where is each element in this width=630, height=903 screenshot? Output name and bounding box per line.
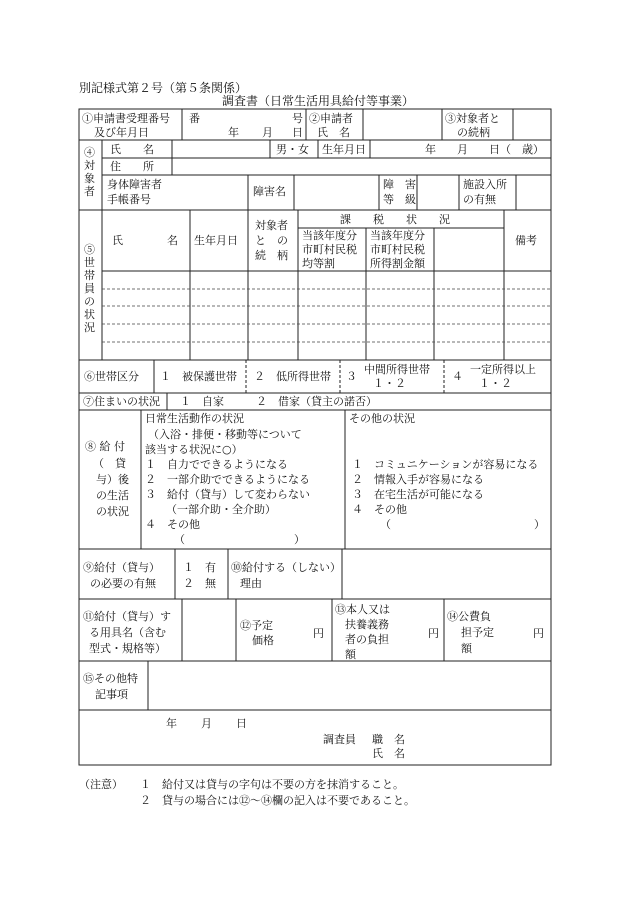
public-yen: 円 <box>533 627 544 640</box>
handbook-label-1: 身体障害者 <box>107 178 162 191</box>
tax-b-3: 所得割金額 <box>370 257 425 270</box>
item-label-1: ⑪給付（貸与）す <box>83 610 171 623</box>
public-label-1: ⑭公費負 <box>447 610 491 623</box>
category-opt-4-num: ４ <box>452 370 463 383</box>
daily-opt-3: ３ 給付（貸与）して変わらない <box>145 488 310 501</box>
other-opt-2: ２ 情報入手が容易になる <box>352 473 484 486</box>
daily-paren-open: （ <box>174 533 185 546</box>
other-opt-3: ３ 在宅生活が可能になる <box>352 488 484 501</box>
burden-label-2: 扶養義務 <box>345 618 389 631</box>
receipt-year: 年 <box>228 126 239 139</box>
birth-year: 年 <box>425 143 436 156</box>
subject-birth-label: 生年月日 <box>322 143 366 156</box>
grade-label-2: 等 級 <box>383 193 416 206</box>
decide-label-1: ⑩給付する（しない） <box>231 561 341 574</box>
applicant-label-2: 氏 名 <box>317 126 350 139</box>
footnote-2: ２ 貸与の場合には⑫～⑭欄の記入は不要であること。 <box>140 794 415 807</box>
price-label-2: 価格 <box>252 634 274 647</box>
notes-label-1: ⑮その他特 <box>83 672 138 685</box>
other-opt-4: ４ その他 <box>352 503 407 516</box>
housing-opt-1: １ 自家 <box>180 395 224 408</box>
tax-b-1: 当該年度分 <box>370 229 425 242</box>
receipt-month: 月 <box>262 126 273 139</box>
sig-month: 月 <box>201 717 212 730</box>
subject-side-label: ④対象者 <box>84 146 95 198</box>
necessity-label-1: ⑨給付（貸与） <box>83 561 160 574</box>
necessity-label-2: の必要の有無 <box>90 577 156 590</box>
burden-label-1: ⑬本人又は <box>335 603 390 616</box>
category-label: ⑥世帯区分 <box>84 370 139 383</box>
tax-status-label: 課 税 状 況 <box>340 213 450 226</box>
necessity-opt-2: ２ 無 <box>183 577 216 590</box>
benefit-label-5: の状況 <box>96 505 129 518</box>
handbook-label-2: 手帳番号 <box>107 193 151 206</box>
daily-paren-close: ） <box>294 533 305 546</box>
benefit-label-1: ⑧ 給 付 <box>85 440 125 453</box>
footnote-1: １ 給付又は貸与の字句は不要の方を抹消すること。 <box>140 778 404 791</box>
relation-head-3: 続 柄 <box>255 249 288 262</box>
relation-head-2: と の <box>255 234 288 247</box>
decide-label-2: 理由 <box>240 577 262 590</box>
go-label: 号 <box>292 112 303 125</box>
footnote-label: （注意） <box>79 778 123 791</box>
daily-opt-4: ４ その他 <box>145 518 200 531</box>
benefit-label-3: 与）後 <box>96 473 129 486</box>
subject-name-label: 氏 名 <box>110 143 154 156</box>
relation-head-1: 対象者 <box>255 219 288 232</box>
relation-label-2: の続柄 <box>457 126 490 139</box>
other-paren-open: （ <box>380 518 391 531</box>
benefit-label-2: （ 貸 <box>93 457 126 470</box>
form-number: 別記様式第２号（第５条関係） <box>79 81 248 95</box>
tax-a-2: 市町村民税 <box>302 243 357 256</box>
public-label-3: 額 <box>461 642 472 655</box>
ban-label: 番 <box>189 112 200 125</box>
applicant-label-1: ②申請者 <box>309 112 353 125</box>
category-opt-3-line1: 中間所得世帯 <box>364 363 430 376</box>
sig-year: 年 <box>166 717 177 730</box>
daily-sub: （入浴・排便・移動等について <box>148 428 302 441</box>
other-paren-close: ） <box>534 518 545 531</box>
daily-opt-2: ２ 一部介助でできるようになる <box>145 473 310 486</box>
item-label-2: る用具名（含む <box>89 626 166 639</box>
tax-a-3: 均等割 <box>302 257 335 270</box>
receipt-label-1: ①申請書受理番号 <box>82 112 170 125</box>
necessity-opt-1: １ 有 <box>183 561 216 574</box>
public-label-2: 担予定 <box>461 626 494 639</box>
category-opt-4-line1: 一定所得以上 <box>470 363 536 376</box>
subject-sex: 男・女 <box>276 143 309 156</box>
receipt-label-2: 及び年月日 <box>94 126 149 139</box>
form-title: 調査書（日常生活用具給付等事業） <box>222 94 415 108</box>
category-opt-3-num: ３ <box>346 370 357 383</box>
burden-yen: 円 <box>428 627 439 640</box>
category-opt-2: ２ 低所得世帯 <box>254 370 331 383</box>
birth-month: 月 <box>457 143 468 156</box>
benefit-label-4: の生活 <box>96 489 129 502</box>
household-name-label: 氏 名 <box>112 234 178 247</box>
housing-opt-2: ２ 借家（貸主の諾否） <box>256 395 377 408</box>
disability-label: 障害名 <box>253 185 286 198</box>
tax-b-2: 市町村民税 <box>370 243 425 256</box>
housing-label: ⑦住まいの状況 <box>83 395 160 408</box>
daily-opt-1: １ 自力でできるようになる <box>145 458 288 471</box>
daily-title: 日常生活動作の状況 <box>145 412 244 425</box>
burden-label-4: 額 <box>345 648 356 661</box>
daily-opt-3-sub: （一部介助・全介助） <box>166 503 276 516</box>
subject-age: 歳） <box>522 143 544 156</box>
facility-label-2: の有無 <box>463 193 496 206</box>
burden-label-3: 者の負担 <box>345 633 389 646</box>
household-side-label: ⑤世帯員の状況 <box>84 243 95 334</box>
grade-label-1: 障 害 <box>383 178 416 191</box>
other-opt-1: １ コミュニケーションが容易になる <box>352 458 539 471</box>
category-opt-1: １ 被保護世帯 <box>160 370 237 383</box>
notes-label-2: 記事項 <box>95 688 128 701</box>
daily-instr: 該当する状況に○） <box>145 443 243 456</box>
other-title: その他の状況 <box>349 412 415 425</box>
remarks-label: 備考 <box>515 234 537 247</box>
price-label-1: ⑫予定 <box>240 619 273 632</box>
relation-label-1: ③対象者と <box>445 112 500 125</box>
tax-a-1: 当該年度分 <box>302 229 357 242</box>
facility-label-1: 施設入所 <box>463 178 507 191</box>
item-label-3: 型式・規格等） <box>89 642 166 655</box>
investigator-name: 氏 名 <box>372 747 405 760</box>
receipt-day: 日 <box>292 126 303 139</box>
birth-day: 日（ <box>489 143 511 156</box>
price-yen: 円 <box>313 627 324 640</box>
household-birth-label: 生年月日 <box>194 234 238 247</box>
category-opt-4-line2: １・２ <box>479 377 512 390</box>
subject-address-label: 住 所 <box>110 160 154 173</box>
investigator-label: 調査員 <box>323 733 356 746</box>
sig-day: 日 <box>236 717 247 730</box>
category-opt-3-line2: １・２ <box>373 377 406 390</box>
investigator-title: 職 名 <box>372 733 405 746</box>
